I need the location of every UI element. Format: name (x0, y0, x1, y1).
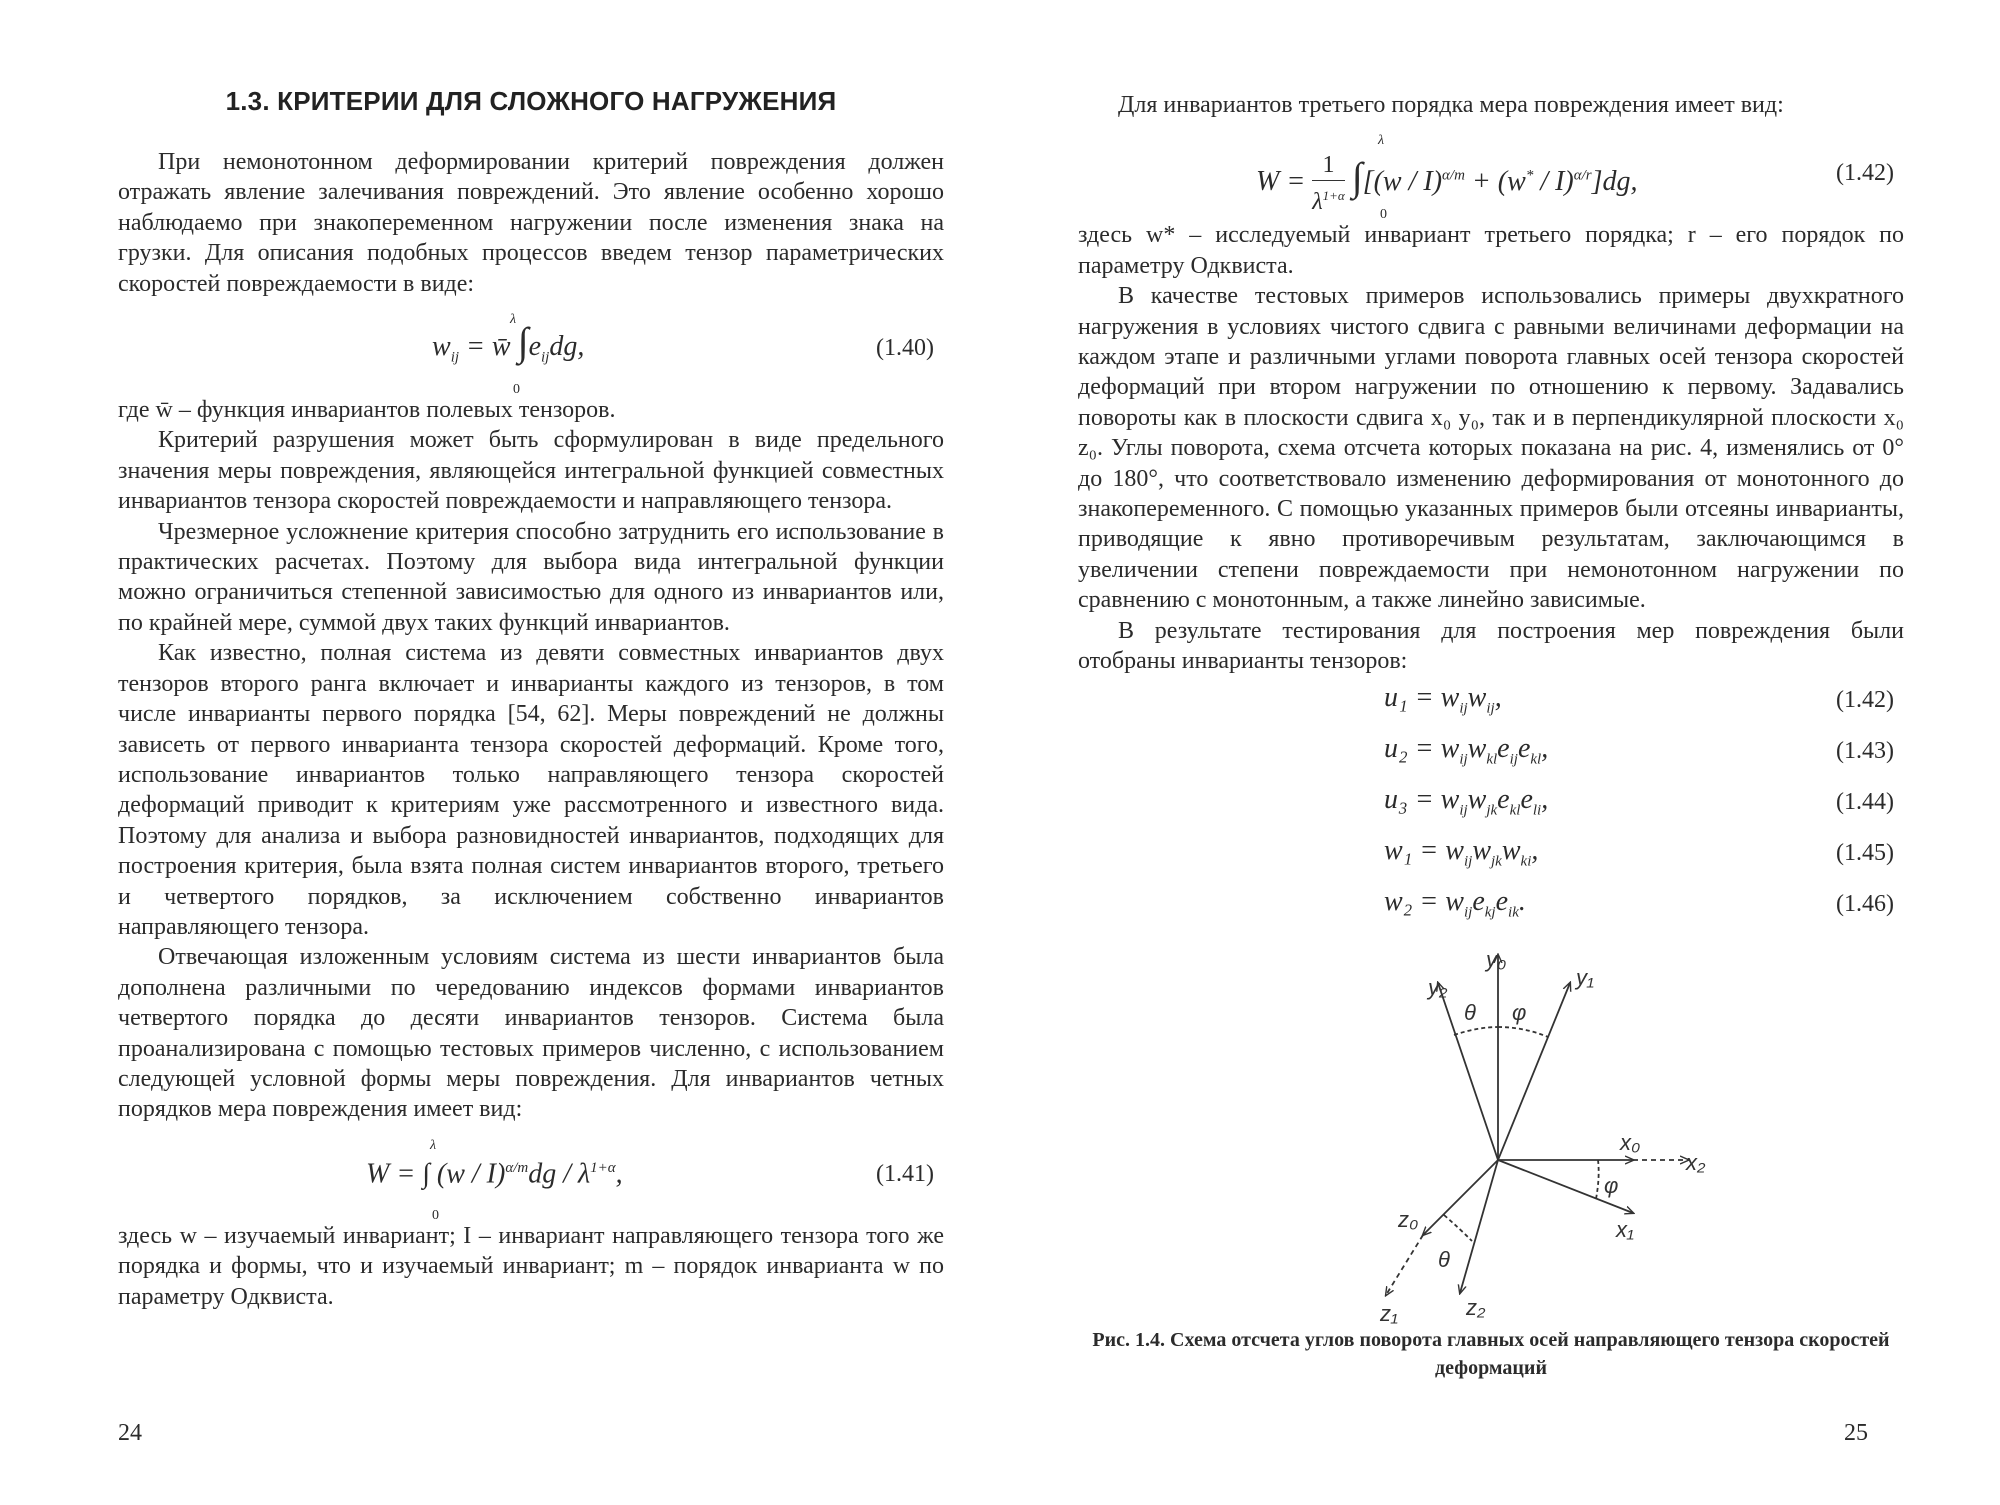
equation-number: (1.46) (1836, 890, 1894, 917)
right-page (1078, 0, 1904, 1505)
paragraph: При немонотонном деформировании критерий повреждения должен отражать явление залечивания повреждений. Это явление особенно хорошо наблюдаемо при знакопеременном нагружении после изменения знака на грузки. Для описания подобных процессов введем тензор параметрических скоростей повреждаемости в виде: (118, 149, 944, 297)
axes-diagram (1298, 945, 1718, 1325)
equation-number: (1.42) (1836, 686, 1894, 713)
left-body (118, 147, 944, 1312)
equation-number: (1.42) (1836, 160, 1894, 187)
equation-number: (1.40) (876, 335, 934, 362)
page-number: 24 (118, 1420, 142, 1446)
label-y2: y₂ (1428, 975, 1448, 1000)
paragraph: В результате тестирования для построения мер повреждения были отобраны инварианты тензоров: (1078, 617, 1904, 675)
paragraph: где w̄ – функция инвариантов полевых тензоров. (118, 397, 616, 424)
left-page (118, 0, 944, 1505)
label-theta-bottom: θ (1438, 1247, 1450, 1272)
arc-theta-top (1454, 1027, 1498, 1035)
axis-y1 (1498, 983, 1570, 1160)
formula-1-41: W = ∫ $(w / I)^{\alpha/m}dg / \lambda^{1+\alpha}$, λ 0 (1.41) (366, 1137, 934, 1223)
paragraph: Как известно, полная система из девяти совместных инвариантов двух тензоров второго ранга включает и инварианты каждого из тензоров, в том числе инварианты первого порядка [54, 62]. Меры повреждений не должны зависеть от первого инварианта тензора скоростей деформаций. Кроме того, использование инвариантов только направляющего тензора скоростей деформаций приводит к критериям уже рассмотренного и известного вида. Поэтому для анализа и выбора разновидностей инвариантов, подходящих для построения критерия, была взята полная систем инвариантов второго, третьего и четвертого порядков, за исключением собственно инвариантов направляющего тензора. (118, 640, 944, 940)
axis-z1 (1386, 1235, 1423, 1295)
paragraph: здесь w* – исследуемый инвариант третьего порядка; r – его порядок по параметру Одквиста. (1078, 222, 1904, 279)
invariants-list (1078, 677, 1904, 932)
invariant-equation: $w_2 = w_{ij}e_{kj}e_{ik}$. (1.46) (1384, 885, 1894, 921)
equation-number: (1.44) (1836, 788, 1894, 815)
equation-number: (1.45) (1836, 839, 1894, 866)
paragraph: В качестве тестовых примеров использовались примеры двухкратного нагружения в условиях чистого сдвига с равными величинами деформации на каждом этапе и различными углами поворота главных осей тензора скоростей деформаций при втором нагружении по отношению к первому. Задавались повороты как в плоскости сдвига x₀ y₀, так и в перпендикулярной плоскости x₀ z₀. Углы поворота, схема отсчета которых показана на рис. 4, изменялись от 0° до 180°, что соответствовало изменению деформирования от монотонного до знакопеременного. С помощью указанных примеров были отсеяны инварианты, приводящие к явно противоречивым результатам, заключающимся в увеличении степени повреждаемости при немонотонном нагружении по сравнению с монотонным, а также линейно зависимые. (1078, 283, 1904, 614)
label-z1: z₁ (1380, 1301, 1398, 1325)
arc-phi-top (1498, 1027, 1548, 1037)
label-phi-right: φ (1604, 1173, 1619, 1198)
invariant-equation: $w_1 = w_{ij}w_{jk}w_{ki}$, (1.45) (1384, 834, 1894, 870)
label-x0: x₀ (1620, 1130, 1641, 1155)
label-y0: y₀ (1486, 947, 1507, 972)
label-phi-top: φ (1512, 1000, 1527, 1025)
formula-1-42a: W = $\frac{1}{\lambda^{1+\alpha}}$ ∫[(w / I)$^{\alpha/m}$ + (w* / I)$^{\alpha/r}$]dg, λ 0 (1.42) (1256, 133, 1894, 223)
label-y1: y₁ (1576, 965, 1594, 990)
formula-1-40: $w_{ij}$ = w̄ $\int e_{ij}dg$, λ 0 (1.40) (432, 312, 934, 398)
right-body (1078, 90, 1904, 932)
invariant-equation: $u_2 = w_{ij}w_{kl}e_{ij}e_{kl}$, (1.43) (1384, 732, 1894, 768)
invariant-equation: $u_3 = w_{ij}w_{jk}e_{kl}e_{li}$, (1.44) (1384, 783, 1894, 819)
arc-theta-bottom (1444, 1215, 1472, 1241)
label-x2: x₂ (1686, 1150, 1706, 1175)
label-x1: x₁ (1616, 1217, 1634, 1242)
label-z2: z₂ (1466, 1295, 1486, 1320)
equation-number: (1.43) (1836, 737, 1894, 764)
figure-caption: Рис. 1.4. Схема отсчета углов поворота главных осей направляющего тензора скоростей деформаций (1092, 1329, 1890, 1379)
invariant-equation: $u_1 = w_{ij}w_{ij}$, (1.42) (1384, 681, 1894, 717)
label-z0: z₀ (1398, 1207, 1419, 1232)
section-heading: 1.3. КРИТЕРИИ ДЛЯ СЛОЖНОГО НАГРУЖЕНИЯ (225, 86, 837, 116)
paragraph: Для инвариантов третьего порядка мера повреждения имеет вид: (1118, 92, 1784, 118)
paragraph: Критерий разрушения может быть сформулирован в виде предельного значения меры повреждения, являющейся интегральной функцией совместных инвариантов тензора скоростей повреждаемости и направляющего тензора. (118, 427, 944, 515)
paragraph: здесь w – изучаемый инвариант; I – инвариант направляющего тензора того же порядка и формы, что и изучаемый инвариант; m – порядок инварианта w по параметру Одквиста. (118, 1222, 944, 1310)
arc-phi-right (1596, 1160, 1599, 1199)
page-number: 25 (1844, 1420, 1868, 1446)
label-theta-top: θ (1464, 1000, 1476, 1025)
equation-number: (1.41) (876, 1160, 934, 1187)
paragraph: Отвечающая изложенным условиям система из шести инвариантов была дополнена различными по чередованию индексов формами инвариантов четвертого порядка до десяти инвариантов тензоров. Система была проанализирована с помощью тестовых примеров численно, с использованием следующей условной формы меры повреждения. Для инвариантов четных порядков мера повреждения имеет вид: (118, 944, 944, 1123)
paragraph: Чрезмерное усложнение критерия способно затруднить его использование в практических расчетах. Поэтому для выбора вида интегральной функции можно ограничиться степенной зависимостью для одного из инвариантов или, по крайней мере, суммой двух таких функций инвариантов. (118, 518, 944, 636)
